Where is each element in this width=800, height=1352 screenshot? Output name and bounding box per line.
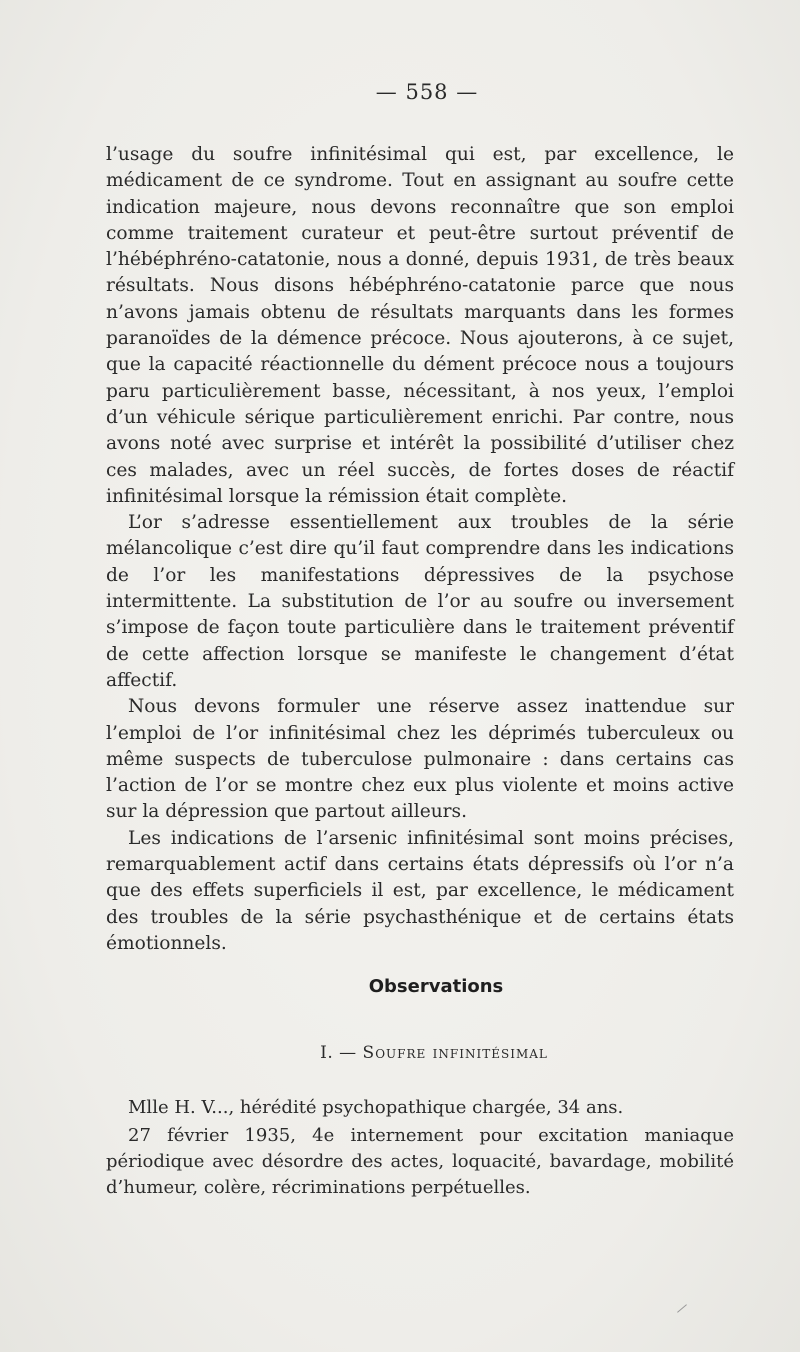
pencil-mark: [677, 1304, 687, 1312]
subheading-title: Soufre infinitésimal: [362, 1043, 548, 1063]
paragraph-sulfur-indications: l’usage du soufre infinitésimal qui est, par excellence, le médicament de ce syndrome. Tout en assignant au soufre cette indication majeure, nous devons reconnaître que son emploi comme traitement curateur et peut-être surtout préventif de l’hébéphréno-catatonie, nous a donné, depuis 1931, de très beaux résultats. Nous disons hébéphréno-catatonie parce que nous n’avons jamais obtenu de résultats marquants dans les formes paranoïdes de la démence précoce. Nous ajouterons, à ce sujet, que la capacité réactionnelle du dément précoce nous a toujours paru particulièrement basse, nécessitant, à nos yeux, l’emploi d’un véhicule sérique particulièrement enrichi. Par contre, nous avons noté avec surprise et intérêt la possibilité d’utiliser chez ces malades, avec un réel succès, de fortes doses de réactif infinitésimal lorsque la rémission était complète.: [106, 144, 734, 507]
section-heading: Observations: [368, 976, 504, 997]
observation-patient-line: Mlle H. V..., hérédité psychopathique chargée, 34 ans.: [128, 1097, 624, 1118]
page-text-block: [106, 80, 734, 1198]
paragraph-arsenic-indications: Les indications de l’arsenic infinitésimal sont moins précises, remarquablement actif dans certains états dépressifs où l’or n’a que des effets superficiels il est, par excellence, le médicament des troubles de la série psychasthénique et de certains états émotionnels.: [106, 827, 734, 954]
subheading-numeral: I. —: [320, 1043, 357, 1063]
observation-subheading: [106, 1043, 748, 1063]
observation-history-paragraph: 27 février 1935, 4e internement pour excitation maniaque périodique avec désordre des actes, loquacité, bavardage, mobilité d’humeur, colère, récriminations perpétuelles.: [106, 1125, 734, 1198]
paragraph-gold-indications: L’or s’adresse essentiellement aux troubles de la série mélancolique c’est dire qu’il faut comprendre dans les indications de l’or les manifestations dépressives de la psychose intermittente. La substitution de l’or au soufre ou inversement s’impose de façon toute particulière dans le traitement préventif de cette affection lorsque se manifeste le changement d’état affectif.: [106, 512, 734, 691]
observation-block: [106, 1095, 734, 1201]
page-number: — 558 —: [375, 80, 479, 104]
paragraph-gold-reservation: Nous devons formuler une réserve assez inattendue sur l’emploi de l’or infinitésimal chez les déprimés tuberculeux ou même suspects de tuberculose pulmonaire : dans certains cas l’action de l’or se montre chez eux plus violente et moins active sur la dépression que partout ailleurs.: [106, 696, 734, 823]
